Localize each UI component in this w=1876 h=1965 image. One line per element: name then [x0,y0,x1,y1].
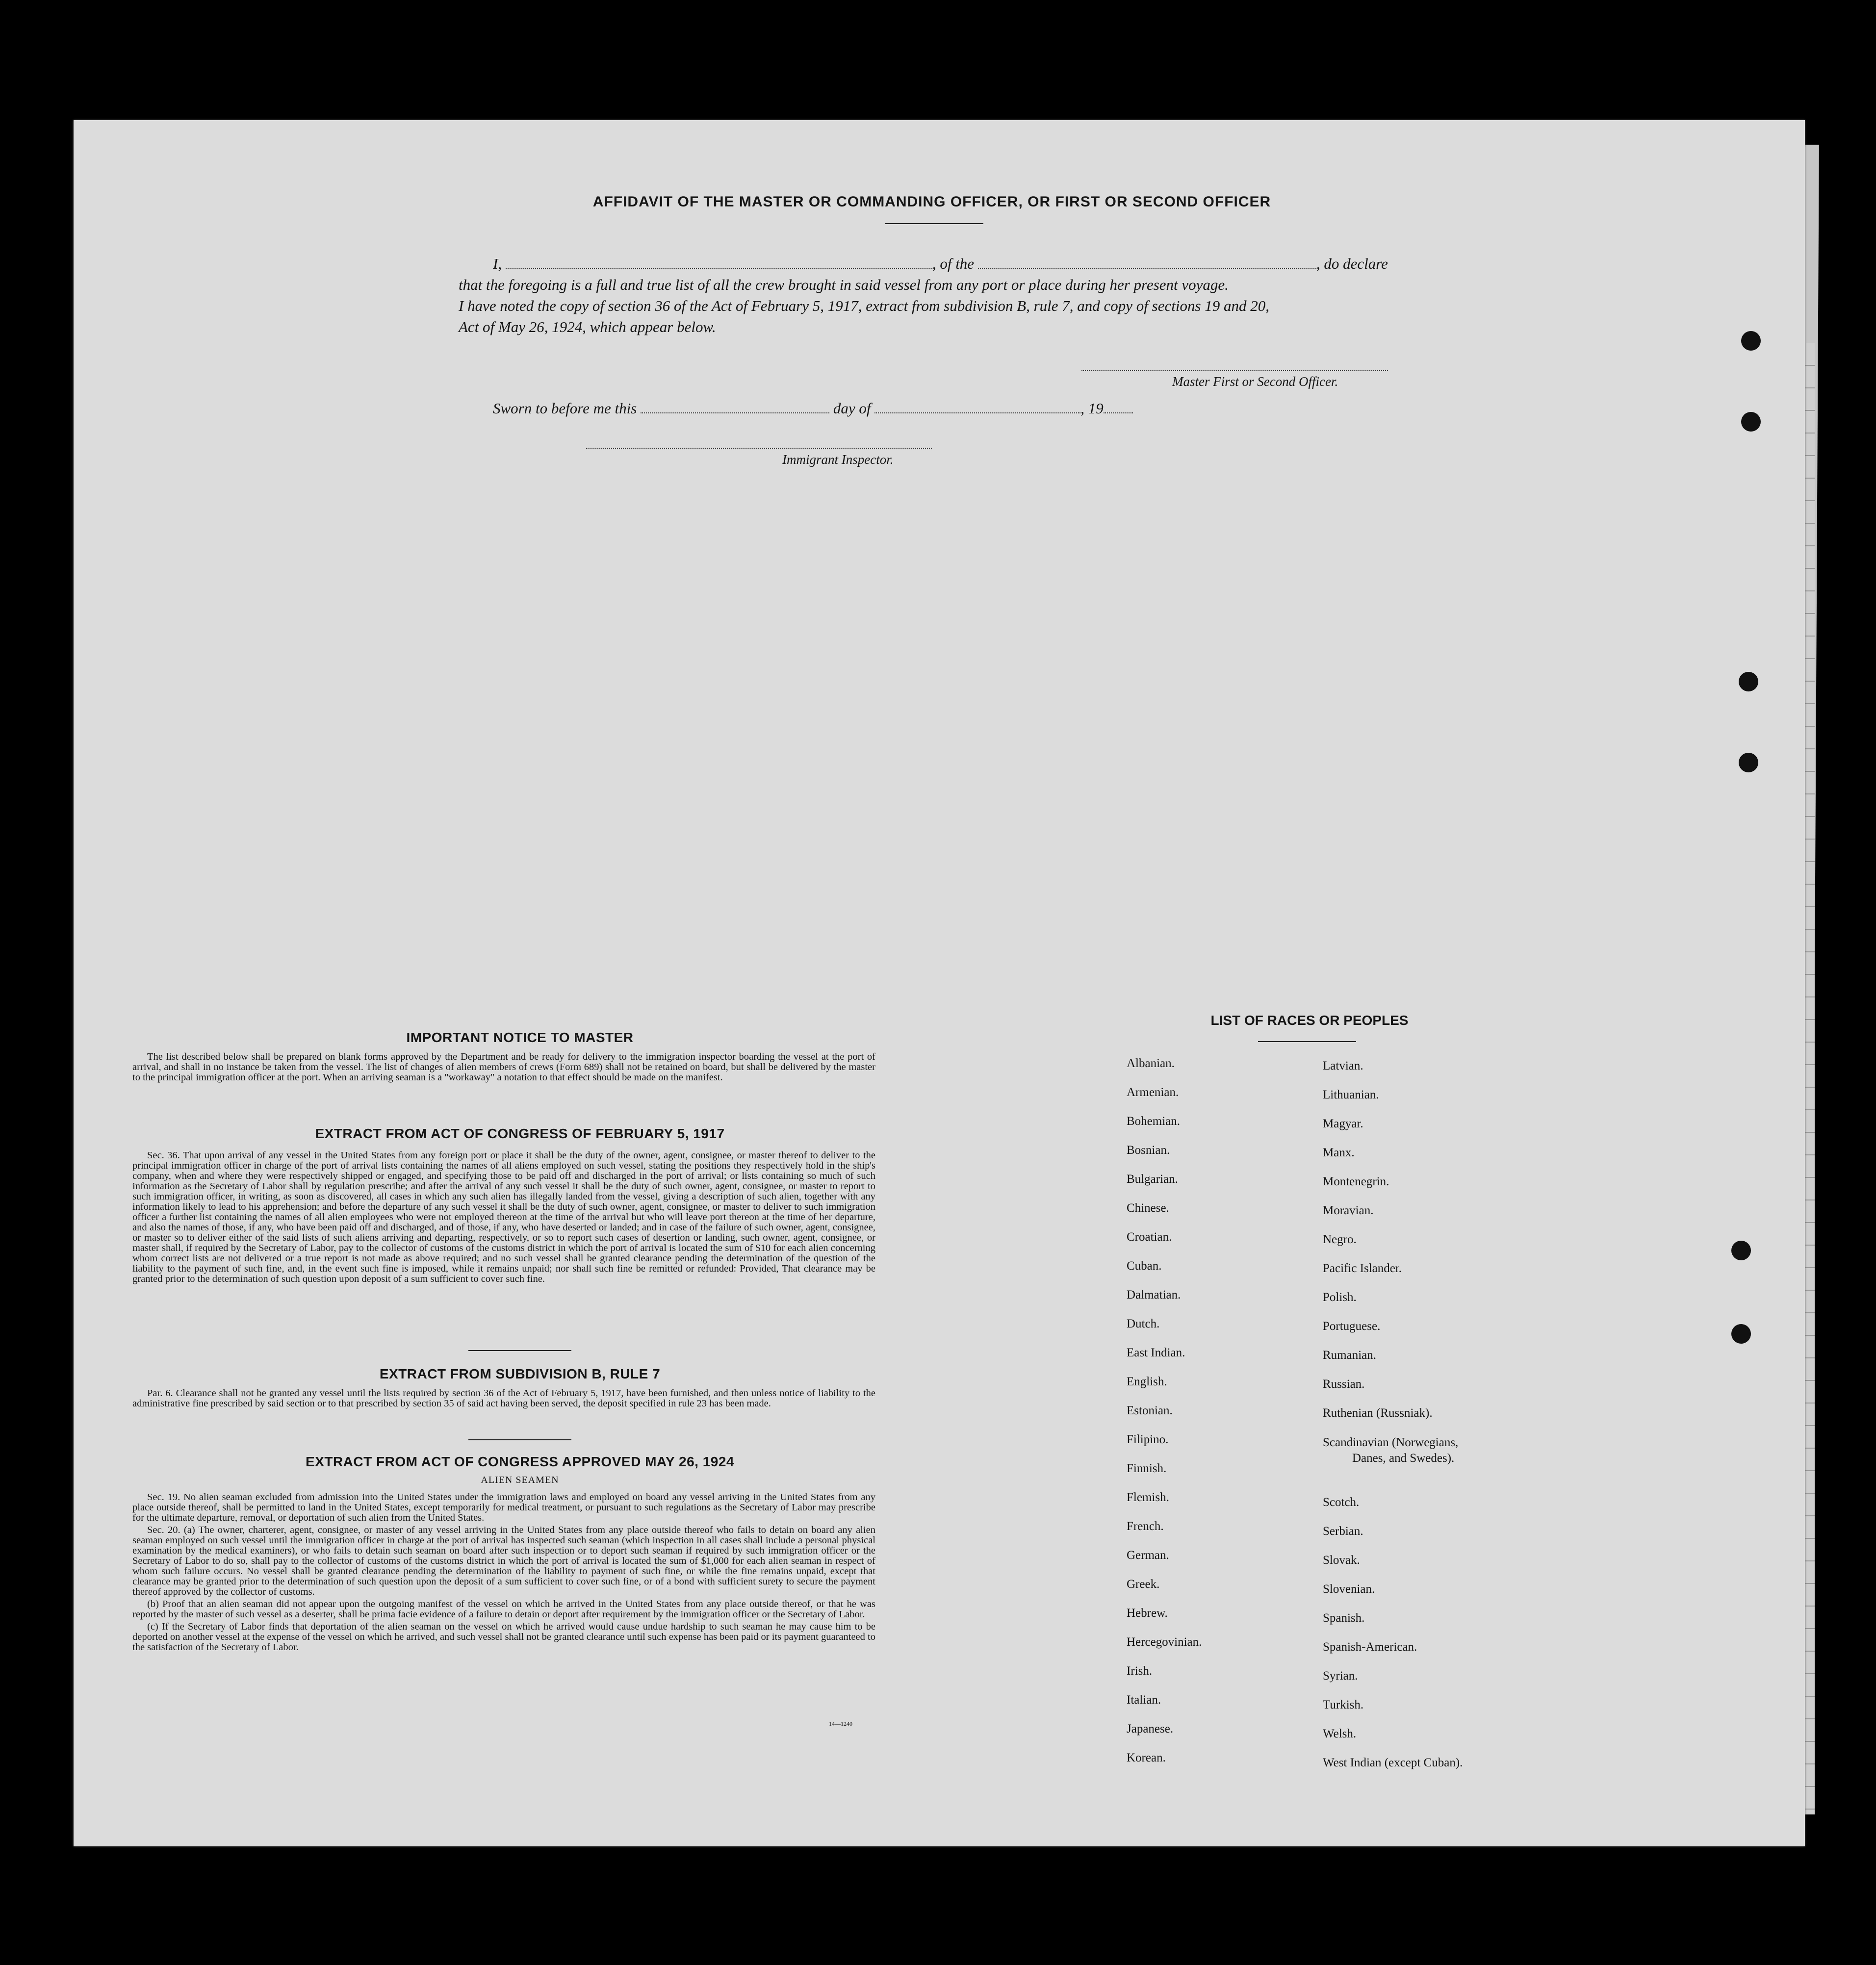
race-item: Korean. [1127,1751,1166,1764]
divider [468,1350,571,1351]
affidavit-line-3: I have noted the copy of section 36 of the Act of February 5, 1917, extract from subdivision B, rule 7, and copy of sections 19 and 20, [459,297,1270,314]
affidavit-title: AFFIDAVIT OF THE MASTER OR COMMANDING OFFICER, OR FIRST OR SECOND OFFICER [592,194,1271,210]
extract-1924-title: EXTRACT FROM ACT OF CONGRESS APPROVED MAY 26, 1924 [306,1454,734,1469]
race-item: German. [1127,1549,1169,1562]
race-item: Greek. [1127,1578,1160,1591]
rule7-text [132,1388,875,1411]
sec20b-paragraph: (b) Proof that an alien seaman did not appear upon the outgoing manifest of the vessel on which he arrived in the United States from any place outside thereof, or that he was reported by the master of such vessel as a deserter, shall be prima facie evidence of a failure to detain or deport after requirement by the immigration officer or the Secretary of Labor. [132,1599,875,1620]
punch-hole [1739,753,1758,772]
races-title: LIST OF RACES OR PEOPLES [1210,1013,1409,1028]
race-item: Serbian. [1323,1525,1363,1538]
race-item: Spanish-American. [1323,1640,1417,1654]
race-item: Moravian. [1323,1204,1374,1217]
title-rule [885,223,983,224]
extract-1917-title: EXTRACT FROM ACT OF CONGRESS OF FEBRUARY 5, 1917 [315,1126,725,1141]
sworn-line [493,400,1133,417]
inspector-signature-line[interactable] [586,448,932,449]
race-item: Dalmatian. [1127,1288,1181,1301]
race-item: Syrian. [1323,1669,1358,1683]
race-item: Filipino. [1127,1433,1169,1446]
race-item: Croatian. [1127,1230,1172,1244]
form-number: 14—1240 [829,1720,852,1727]
race-item: Finnish. [1127,1462,1167,1475]
race-item: Slovenian. [1323,1582,1375,1596]
alien-seamen-subtitle: ALIEN SEAMEN [481,1475,559,1485]
race-item: Negro. [1323,1233,1357,1246]
race-item: Ruthenian (Russniak). [1323,1406,1433,1420]
race-item: Bohemian. [1127,1115,1181,1128]
master-label: Master First or Second Officer. [1172,374,1338,389]
race-item: Hercegovinian. [1127,1635,1202,1649]
race-item: Scotch. [1323,1496,1360,1509]
sec20c-paragraph: (c) If the Secretary of Labor finds that deportation of the alien seaman on the vessel on which he arrived would cause undue hardship to such seaman he may cause him to be deported on another vessel at the expense of the vessel on which he arrived, and such vessel shall not be granted clearance until such expense has been paid or its payment guaranteed to the satisfaction of the Secretary of Labor. [132,1621,875,1653]
race-item: Italian. [1127,1693,1161,1707]
race-item: Japanese. [1127,1722,1174,1735]
race-item: Cuban. [1127,1259,1162,1273]
race-item: Chinese. [1127,1201,1169,1215]
race-item: Flemish. [1127,1491,1169,1504]
day-of-label: day of [833,400,871,417]
rule7-paragraph: Par. 6. Clearance shall not be granted any vessel until the lists required by section 36 of the Act of February 5, 1917, have been furnished, and then unless notice of liability to the administrative fine prescribed by said section or to that prescribed by section 35 of said act having been served, the deposit specified in rule 23 has been made. [132,1388,875,1409]
race-item: Russian. [1323,1378,1365,1391]
race-item: Turkish. [1323,1698,1364,1711]
year-prefix: , 19 [1080,400,1104,417]
race-item: Slovak. [1323,1554,1360,1567]
race-item: Hebrew. [1127,1607,1168,1620]
sworn-month-field[interactable] [874,400,1080,413]
notice-text [132,1052,875,1085]
sec36-paragraph: Sec. 36. That upon arrival of any vessel in the United States from any foreign port or place it shall be the duty of the owner, agent, consignee, or master thereof to deliver to the principal immigration officer in charge of the port of arrival lists containing the names of all aliens employed on such vessel, stating the positions they respectively hold in the ship's company, when and where they were respectively shipped or engaged, and specifying those to be paid off and discharged in the port of arrival; or lists containing so much of such information as the Secretary of Labor shall by regulation prescribe; and after the arrival of any such vessel it shall be the duty of such owner, agent, consignee, or master to report to such immigration officer, in writing, as soon as discovered, all cases in which any such alien has illegally landed from the vessel, giving a description of such alien, together with any information likely to lead to his apprehension; and before the departure of any such vessel it shall be the duty of such owner, agent, consignee, or master to deliver to such immigration officer a further list containing the names of all alien employees who were not employed thereon at the time of the arrival but who will leave port thereon at the time of her departure, and also the names of those, if any, who have been paid off and discharged, and of those, if any, who have deserted or landed; and in case of the failure of such owner, agent, consignee, or master so to deliver either of the said lists of such aliens arriving and departing, respectively, or so to report such cases of desertion or landing, such owner, agent, consignee, or master shall, if required by the Secretary of Labor, pay to the collector of customs of the customs district in which the port of arrival is located the sum of $10 for each alien concerning whom correct lists are not delivered or a true report is not made as above required; and no such vessel shall be granted clearance pending the determination of the question of the liability to the payment of such fine, and, in the event such fine is imposed, while it remains unpaid; nor shall such fine be remitted or refunded: Provided, That clearance may be granted prior to the determination of such question upon deposit of a sum sufficient to cover such fine. [132,1150,875,1284]
race-item: Rumanian. [1323,1349,1377,1362]
race-item: Magyar. [1323,1117,1363,1130]
notice-paragraph: The list described below shall be prepared on blank forms approved by the Department and be ready for delivery to the immigration inspector boarding the vessel at the port of arrival, and shall in no instance be taken from the vessel. The list of changes of alien members of crews (Form 689) shall not be retained on board, but shall be delivered by the master to the principal immigration officer at the port. When an arriving seaman is a "workaway" a notation to that effect should be made on the manifest. [132,1051,875,1083]
sworn-year-field[interactable] [1104,400,1133,413]
race-item: Armenian. [1127,1086,1179,1099]
vessel-field[interactable] [978,255,1316,269]
rule7-title: EXTRACT FROM SUBDIVISION B, RULE 7 [379,1366,661,1381]
notice-title: IMPORTANT NOTICE TO MASTER [406,1030,634,1045]
race-item: French. [1127,1520,1164,1533]
sworn-label: Sworn to before me this [493,400,637,417]
punch-hole [1731,1324,1751,1344]
punch-hole [1741,331,1761,351]
extract-1917-text [132,1150,875,1286]
name-field[interactable] [506,255,932,269]
punch-hole [1731,1241,1751,1260]
race-item: Dutch. [1127,1317,1160,1330]
punch-hole [1739,672,1758,691]
race-item-continuation: Danes, and Swedes). [1352,1452,1455,1465]
race-item: Albanian. [1127,1057,1175,1070]
divider [468,1439,571,1440]
race-item: Portuguese. [1323,1320,1381,1333]
race-item: Scandinavian (Norwegians, [1323,1436,1459,1449]
race-item: West Indian (except Cuban). [1323,1756,1463,1769]
i-label: I, [493,255,502,272]
do-declare-label: , do declare [1316,255,1388,272]
races-title-rule [1258,1041,1356,1042]
extract-1924-text [132,1492,875,1655]
sec20a-paragraph: Sec. 20. (a) The owner, charterer, agent, consignee, or master of any vessel arriving in the United States from any place outside thereof who fails to detain on board any alien seaman employed on such vessel until the immigration officer in charge at the port of arrival has inspected such seaman (which inspection in all cases shall include a personal physical examination by the medical examiners), or who fails to detain such seaman on board after such inspection or to deport such seaman if required by such immigration officer or the Secretary of Labor to do so, shall pay to the collector of customs of the customs district in which the port of arrival is located the sum of $1,000 for each alien seaman in respect of whom such failure occurs. No vessel shall be granted clearance pending the determination of the liability to payment of such fine, or while the fine remains unpaid, except that clearance may be granted prior to the determination of such question upon the deposit of a sum sufficient to cover such fine, or of a bond with sufficient surety to secure the payment thereof approved by the collector of customs. [132,1525,875,1597]
race-item: Montenegrin. [1323,1175,1389,1188]
inspector-label: Immigrant Inspector. [782,452,894,467]
race-item: Bulgarian. [1127,1173,1178,1186]
race-item: Polish. [1323,1291,1357,1304]
affidavit-line-2: that the foregoing is a full and true list of all the crew brought in said vessel from any port or place during her present voyage. [459,276,1229,293]
race-item: Irish. [1127,1664,1153,1678]
race-item: East Indian. [1127,1346,1185,1359]
race-item: Lithuanian. [1323,1088,1379,1101]
of-the-label: , of the [932,255,975,272]
race-item: Estonian. [1127,1404,1173,1417]
race-item: Manx. [1323,1146,1355,1159]
race-item: English. [1127,1375,1167,1388]
race-item: Pacific Islander. [1323,1262,1402,1275]
master-signature-line[interactable] [1081,370,1388,371]
affidavit-line-4: Act of May 26, 1924, which appear below. [459,318,716,335]
sec19-paragraph: Sec. 19. No alien seaman excluded from admission into the United States under the immigration laws and employed on board any vessel arriving in the United States from any place outside thereof, shall be permitted to land in the United States, except temporarily for medical treatment, or pursuant to such regulations as the Secretary of Labor may prescribe for the ultimate departure, removal, or deportation of such alien from the United States. [132,1492,875,1523]
sworn-day-field[interactable] [641,400,829,413]
punch-hole [1741,412,1761,432]
affidavit-line-1 [493,255,1388,273]
race-item: Latvian. [1323,1059,1363,1072]
race-item: Spanish. [1323,1611,1365,1625]
race-item: Welsh. [1323,1727,1357,1740]
race-item: Bosnian. [1127,1144,1170,1157]
